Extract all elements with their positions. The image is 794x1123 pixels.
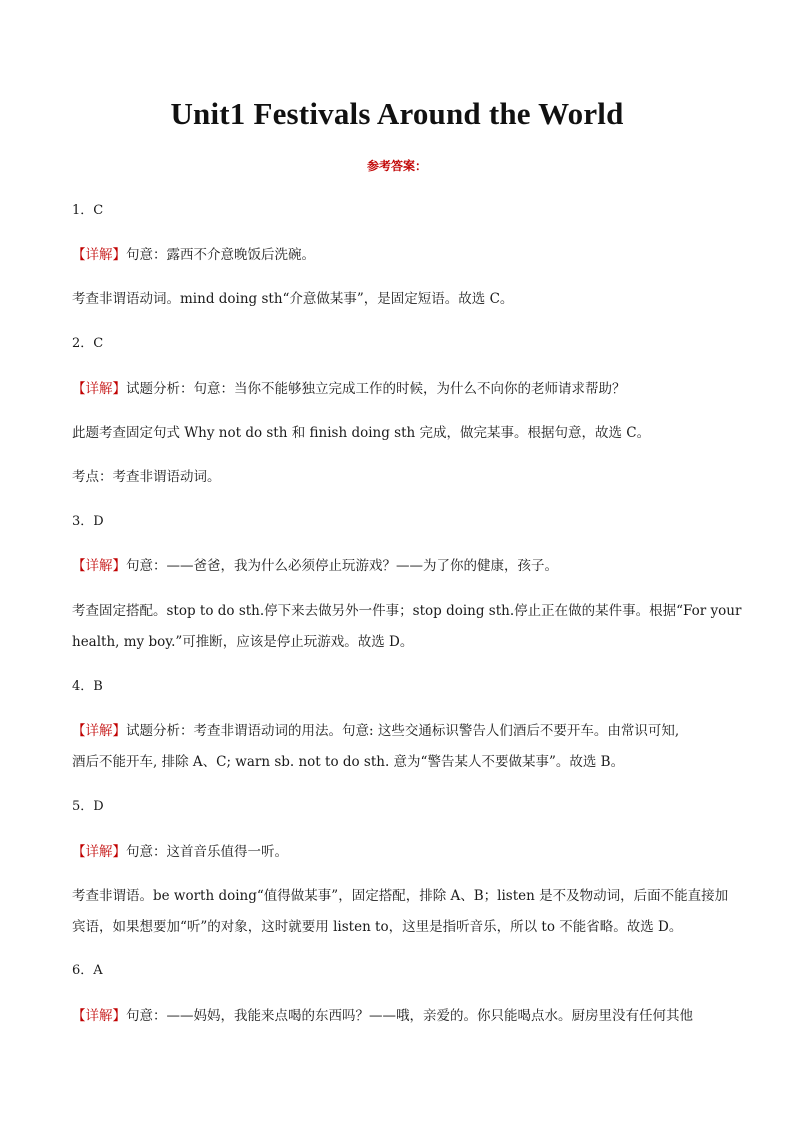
analysis-line: 考查非谓语动词。mind doing sth“介意做某事”，是固定短语。故选 C。 <box>72 291 514 307</box>
explanation-text: 句意：——爸爸，我为什么必须停止玩游戏？——为了你的健康，孩子。 <box>126 558 558 574</box>
explanation-text: 句意：露西不介意晚饭后洗碗。 <box>126 247 315 263</box>
detail-tag: 【详解】 <box>72 247 126 263</box>
detail-tag: 【详解】 <box>72 1008 126 1024</box>
explanation-text: 试题分析：句意：当你不能够独立完成工作的时候，为什么不向你的老师请求帮助？ <box>126 381 626 397</box>
question-number: 4．B <box>72 679 103 694</box>
page-title: Unit1 Festivals Around the World <box>170 96 624 131</box>
analysis-line: 此题考查固定句式 Why not do sth 和 finish doing sth 完成，做完某事。根据句意，故选 C。 <box>72 425 651 441</box>
detail-tag: 【详解】 <box>72 723 126 739</box>
explanation-line <box>72 843 288 861</box>
analysis-line: 考点：考查非谓语动词。 <box>72 469 221 485</box>
explanation-line <box>72 722 679 740</box>
explanation-text: 句意：这首音乐值得一听。 <box>126 844 288 860</box>
detail-tag: 【详解】 <box>72 844 126 860</box>
explanation-text: 句意：——妈妈，我能来点喝的东西吗？——哦，亲爱的。你只能喝点水。厨房里没有任何其他 <box>126 1008 693 1024</box>
analysis-line: health, my boy.”可推断，应该是停止玩游戏。故选 D。 <box>72 634 414 650</box>
detail-tag: 【详解】 <box>72 381 126 397</box>
explanation-line <box>72 380 626 398</box>
question-number: 1．C <box>72 203 104 218</box>
question-number: 3．D <box>72 514 104 529</box>
explanation-line <box>72 557 558 575</box>
answer-key-heading: 参考答案： <box>366 159 427 173</box>
analysis-line: 宾语，如果想要加“听”的对象，这时就要用 listen to，这里是指听音乐，所以 to 不能省略。故选 D。 <box>72 919 683 935</box>
question-number: 6．A <box>72 963 103 978</box>
detail-tag: 【详解】 <box>72 558 126 574</box>
question-number: 2．C <box>72 336 104 351</box>
analysis-line: 考查非谓语。be worth doing“值得做某事”，固定搭配，排除 A、B；listen 是不及物动词，后面不能直接加 <box>72 888 729 904</box>
explanation-line <box>72 246 315 264</box>
explanation-line <box>72 1007 693 1025</box>
question-number: 5．D <box>72 799 104 814</box>
analysis-line: 酒后不能开车, 排除 A、C; warn sb. not to do sth. 意为“警告某人不要做某事”。故选 B。 <box>72 754 625 770</box>
explanation-text: 试题分析：考查非谓语动词的用法。句意: 这些交通标识警告人们酒后不要开车。由常识可知, <box>126 723 680 739</box>
analysis-line: 考查固定搭配。stop to do sth.停下来去做另外一件事；stop doing sth.停止正在做的某件事。根据“For your <box>72 603 742 619</box>
